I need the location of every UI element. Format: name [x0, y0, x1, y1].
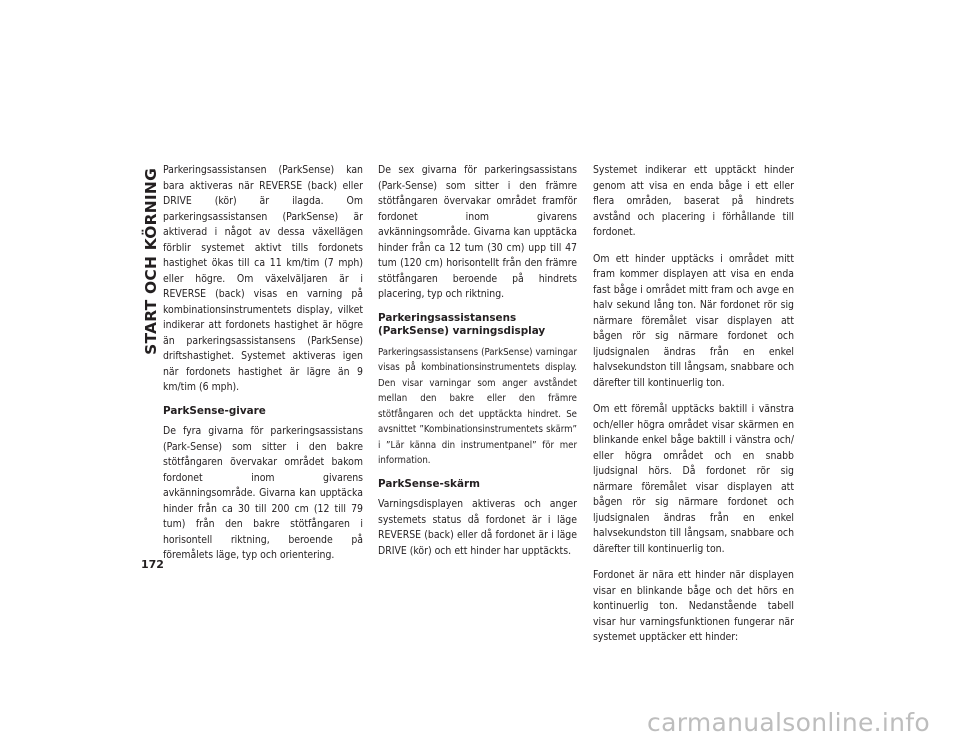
paragraph: Fordonet är nära ett hinder när displayen visar en blinkande båge och det hörs en kontinuerlig ton. Nedanstående tabell visar hur varningsfunktionen fungerar när systemet upptäcker ett hinder:	[593, 569, 794, 643]
paragraph: Om ett föremål upptäcks baktill i vänstra och/eller högra området visar skärmen en blinkande enkel båge baktill i vänstra och/ eller högra området och en snabb ljudsignal hörs. Då fordonet rör sig närmare föremålet visar displayen att bågen rör sig närmare fordonet och ljudsignalen ändras från en enkel halvsekundston till långsam, snabbare och därefter till kontinuerlig ton.	[593, 403, 794, 555]
section-heading: Parkeringsassistansens (ParkSense) varningsdisplay	[378, 311, 546, 337]
paragraph: Parkeringsassistansens (ParkSense) varningar visas på kombinationsinstrumentets display. Den visar varningar som anger avståndet mellan den bakre eller den främre stötfångaren och det upptäckta hindret. Se avsnittet ”Kombinationsinstrumentets skärm” i ”Lär känna din instrumentpanel” för mer information.	[378, 346, 577, 466]
paragraph: De sex givarna för parkeringsassistans (Park-Sense) som sitter i den främre stötfångaren övervakar området framför fordonet inom givarens avkänningsområde. Givarna kan upptäcka hinder från ca 12 tum (30 cm) upp till 47 tum (120 cm) horisontellt från den främre stötfångaren beroende på hindrets placering, typ och riktning.	[378, 164, 577, 300]
section-heading: ParkSense-givare	[163, 404, 266, 417]
text-column-3	[593, 163, 794, 646]
text-column-2	[378, 163, 577, 568]
chapter-side-title	[142, 168, 159, 358]
page-number: 172	[141, 558, 164, 571]
paragraph: Systemet indikerar ett upptäckt hinder genom att visa en enda båge i ett eller flera områden, baserat på hindrets avstånd och placering i förhållande till fordonet.	[593, 164, 794, 238]
section-heading: ParkSense-skärm	[378, 477, 480, 490]
paragraph: Parkeringsassistansen (ParkSense) kan bara aktiveras när REVERSE (back) eller DRIVE (kör) är ilagda. Om parkeringsassistansen (ParkSense) är aktiverad i något av dessa växellägen förblir systemet aktivt tills fordonets hastighet ökas till ca 11 km/tim (7 mph) eller högre. Om växelväljaren är i REVERSE (back) visas en varning på kombinationsinstrumentets display, vilket indikerar att fordonets hastighet är högre än parkeringsassistansens (ParkSense) driftshastighet. Systemet aktiveras igen när fordonets hastighet är lägre än 9 km/tim (6 mph).	[163, 164, 363, 393]
paragraph: Om ett hinder upptäcks i området mitt fram kommer displayen att visa en enda fast båge i området mitt fram och avge en halv sekund lång ton. När fordonet rör sig närmare föremålet visar displayen att bågen rör sig närmare fordonet och ljudsignalen ändras från en enkel halvsekundston till långsam, snabbare och därefter till kontinuerlig ton.	[593, 252, 794, 389]
chapter-title-text: START OCH KÖRNING	[141, 168, 160, 355]
paragraph: Varningsdisplayen aktiveras och anger systemets status då fordonet är i läge REVERSE (back) eller då fordonet är i läge DRIVE (kör) och ett hinder har upptäckts.	[378, 498, 577, 557]
watermark: carmanualsonline.info	[647, 708, 930, 737]
paragraph: De fyra givarna för parkeringsassistans (Park-Sense) som sitter i den bakre stötfångaren övervakar området bakom fordonet inom givarens avkänningsområde. Givarna kan upptäcka hinder från ca 30 till 200 cm (12 till 79 tum) från den bakre stötfångaren i horisontell riktning, beroende på föremålets läge, typ och orientering.	[163, 425, 363, 561]
text-column-1	[163, 163, 363, 573]
